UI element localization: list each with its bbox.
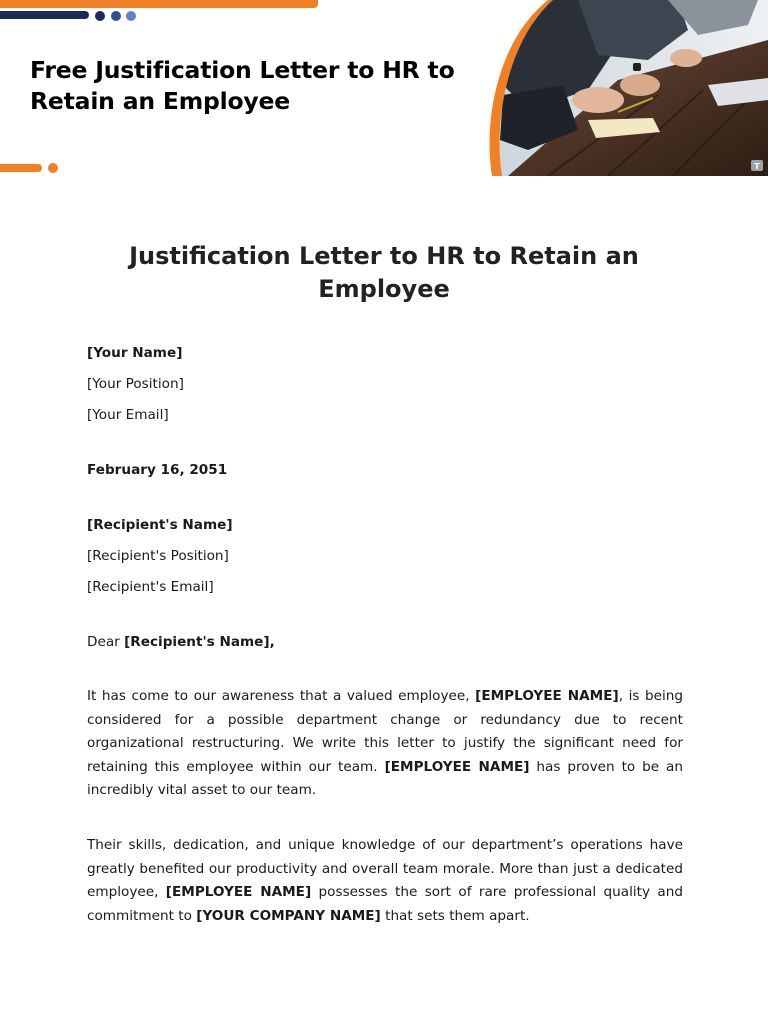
paragraph-text: possesses the sort of rare professional quality and commitment to — [87, 884, 683, 924]
document-title: Justification Letter to HR to Retain an Employee — [129, 242, 639, 303]
decorative-orange-bar — [0, 164, 42, 172]
decorative-dot — [95, 11, 105, 21]
decorative-navy-bar — [0, 11, 89, 19]
company-name-placeholder: [YOUR COMPANY NAME] — [196, 907, 381, 924]
sender-email: [Your Email] — [87, 407, 169, 423]
recipient-name: [Recipient's Name] — [87, 517, 233, 533]
employee-name-placeholder: [EMPLOYEE NAME] — [384, 758, 530, 775]
decorative-dot — [126, 11, 136, 21]
salutation-name: [Recipient's Name], — [124, 634, 275, 650]
salutation — [87, 632, 275, 652]
paragraph-text: It has come to our awareness that a valued employee, — [87, 688, 470, 704]
paragraph-2 — [87, 834, 683, 928]
paragraph-text: , is being considered for a possible department change or redundancy due to recent organizational restructuring. We write this letter to justify the significant need for retaining this employee within our team. — [87, 688, 684, 775]
salutation-prefix: Dear — [87, 634, 120, 650]
letter-date: February 16, 2051 — [87, 462, 228, 478]
recipient-email: [Recipient's Email] — [87, 579, 214, 595]
paragraph-text: Their skills, dedication, and unique knowledge of our department’s operations have greatly benefited our productivity and overall team morale. More than just a dedicated employee, — [87, 837, 683, 901]
decorative-orange-bar — [0, 0, 318, 8]
paragraph-text: has proven to be an incredibly vital asset to our team. — [87, 758, 684, 799]
banner-title: Free Justification Letter to HR to Retain an Employee — [30, 56, 455, 115]
header-banner — [0, 0, 768, 180]
employee-name-placeholder: [EMPLOYEE NAME] — [475, 688, 619, 704]
employee-name-placeholder: [EMPLOYEE NAME] — [165, 884, 312, 901]
sender-position: [Your Position] — [87, 376, 184, 392]
sender-name: [Your Name] — [87, 345, 183, 361]
decorative-dot — [111, 11, 121, 21]
header-photo — [468, 0, 768, 176]
decorative-dot — [48, 163, 58, 173]
paragraph-1 — [87, 685, 683, 803]
photo-badge: T — [754, 162, 760, 171]
recipient-position: [Recipient's Position] — [87, 548, 229, 564]
paragraph-text: that sets them apart. — [385, 907, 530, 924]
